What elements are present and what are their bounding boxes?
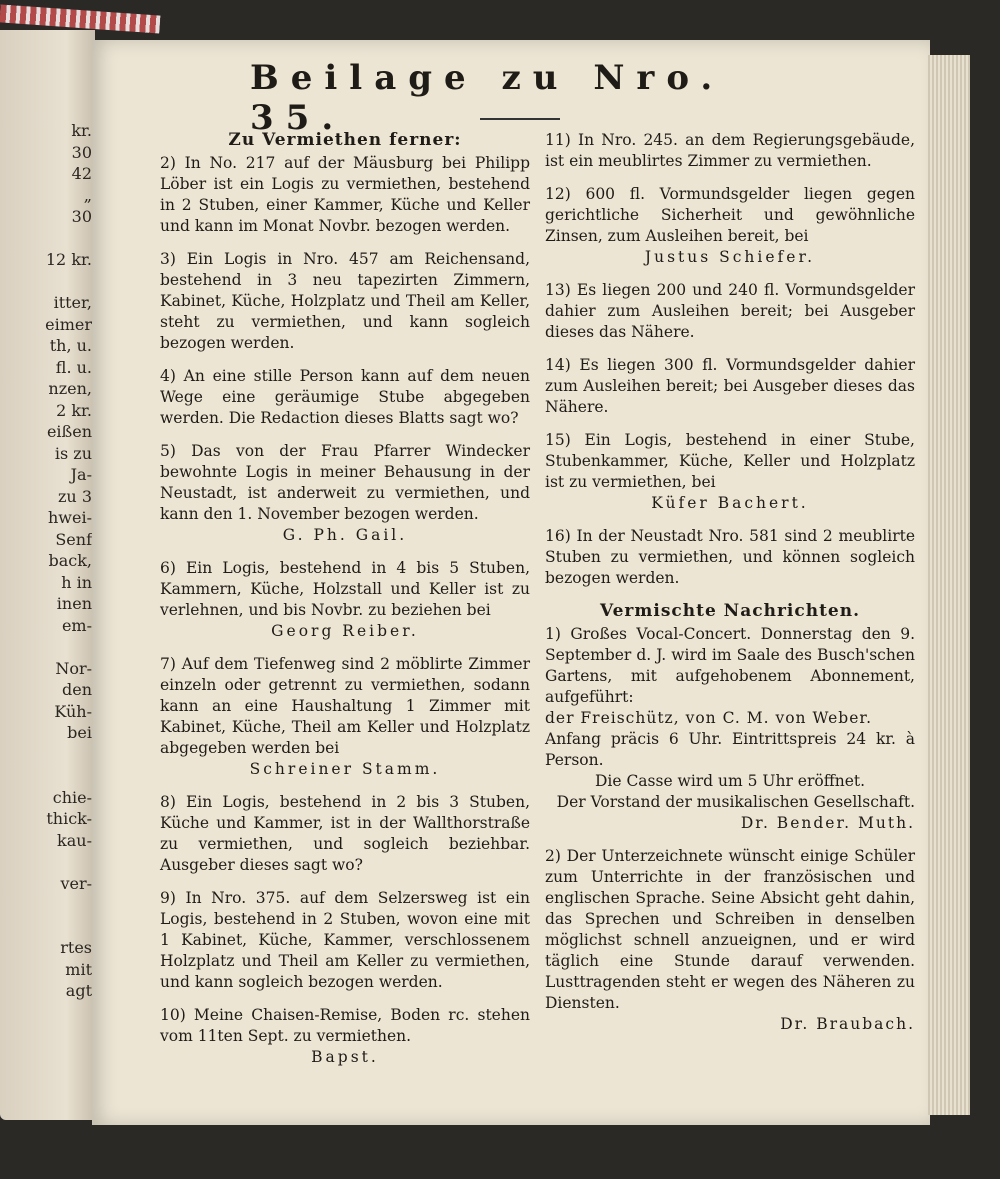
margin-fragment	[2, 636, 92, 658]
margin-fragment	[2, 271, 92, 293]
margin-fragment	[2, 894, 92, 916]
notice-signature: G. Ph. Gail.	[282, 526, 408, 544]
margin-fragment: 30	[71, 207, 92, 226]
notice-signature: Bapst.	[311, 1048, 379, 1066]
notice-item	[160, 888, 530, 993]
notice-item	[545, 355, 915, 418]
right-column	[545, 130, 915, 1047]
section-heading-2: Vermischte Nachrichten.	[599, 601, 861, 621]
notice-text: 2) In No. 217 auf der Mäusburg bei Philipp Löber ist ein Logis zu vermiethen, bestehend in 2 Stuben, einer Kammer, Küche und Keller und kann im Monat Novbr. bezogen werden.	[160, 154, 530, 235]
notice-item	[160, 441, 530, 546]
margin-fragment	[2, 916, 92, 938]
margin-fragment	[2, 228, 92, 250]
margin-fragment: „	[83, 185, 92, 205]
notice-text: 4) An eine stille Person kann auf dem neuen Wege eine geräumige Stube abgegeben werden. Die Redaction dieses Blatts sagt wo?	[160, 367, 530, 427]
notice-item	[160, 249, 530, 354]
margin-fragment: eimer	[45, 314, 92, 334]
margin-fragment: em-	[61, 615, 92, 635]
notice-text: 3) Ein Logis in Nro. 457 am Reichensand, bestehend in 3 neu tapezirten Zimmern, Kabinet, Küche, Holzplatz und Theil am Keller, steht zu vermiethen, und kann sogleich bezogen werden.	[160, 250, 530, 352]
notice-text: 10) Meine Chaisen-Remise, Boden rc. stehen vom 11ten Sept. zu vermiethen.	[160, 1006, 530, 1045]
concert-kasse: Die Casse wird um 5 Uhr eröffnet.	[594, 772, 866, 790]
notice-text: 9) In Nro. 375. auf dem Selzersweg ist ein Logis, bestehend in 2 Stuben, wovon eine mit 1 Kabinet, Küche, Kammer, verschlossenem Holzplatz und Theil am Keller zu vermiethen, und kann sogleich bezogen werden.	[160, 889, 530, 991]
margin-fragment: chie-	[52, 787, 92, 807]
margin-fragment: bei	[67, 723, 92, 742]
margin-fragment: thick-	[46, 809, 92, 828]
notice-item	[160, 1005, 530, 1068]
notice-item	[545, 130, 915, 172]
notice-teacher-text: 2) Der Unterzeichnete wünscht einige Schüler zum Unterrichte in der französischen und englischen Sprache. Seine Absicht geht dahin, das Sprechen und Schreiben in denselben möglichst schnell anzueignen, und er wird täglich eine Stunde darauf verwenden. Lusttragenden steht er wegen des Näheren zu Diensten.	[545, 847, 915, 1012]
margin-fragment: kr.	[71, 121, 92, 140]
margin-fragment: rtes	[60, 938, 92, 957]
margin-fragment: fl. u.	[55, 357, 92, 377]
notice-item	[160, 153, 530, 237]
notice-signature: Schreiner Stamm.	[249, 760, 441, 778]
page-header: Beilage zu Nro. 35.	[250, 58, 725, 138]
notice-teacher	[545, 846, 915, 1035]
margin-fragment: inen	[56, 594, 92, 613]
left-page-margin-text	[2, 120, 92, 1002]
concert-notice	[545, 624, 915, 834]
concert-text: 1) Großes Vocal-Concert. Donnerstag den 9. September d. J. wird im Saale des Busch'schen Gartens, mit aufgehobenem Abonnement, aufgeführt:	[545, 625, 915, 706]
notice-signature: Küfer Bachert.	[651, 494, 809, 512]
notice-teacher-signature: Dr. Braubach.	[780, 1015, 915, 1033]
notice-signature: Justus Schiefer.	[644, 248, 816, 266]
notice-text: 8) Ein Logis, bestehend in 2 bis 3 Stuben, Küche und Kammer, ist in der Wallthorstraße zu vermiethen, und sogleich beziehbar. Ausgeber dieses sagt wo?	[160, 793, 530, 874]
notice-item	[545, 280, 915, 343]
notice-item	[160, 366, 530, 429]
notice-text: 7) Auf dem Tiefenweg sind 2 möblirte Zimmer einzeln oder getrennt zu vermiethen, sodann kann an eine Haushaltung 1 Zimmer mit Kabinet, Küche, Theil am Keller und Holzplatz abgegeben werden bei	[160, 655, 530, 757]
section-heading: Zu Vermiethen ferner:	[228, 130, 462, 150]
notice-item	[545, 526, 915, 589]
margin-fragment: th, u.	[49, 336, 92, 355]
margin-fragment: Ja-	[70, 465, 92, 484]
margin-fragment: back,	[48, 551, 92, 570]
margin-fragment: den	[61, 680, 92, 699]
left-column	[160, 130, 530, 1080]
notice-text: 16) In der Neustadt Nro. 581 sind 2 meublirte Stuben zu vermiethen, und können sogleich bezogen werden.	[545, 527, 915, 587]
concert-time: Anfang präcis 6 Uhr. Eintrittspreis 24 kr. à Person.	[545, 730, 915, 769]
margin-fragment	[2, 744, 92, 766]
margin-fragment: mit	[65, 959, 92, 979]
margin-fragment: itter,	[53, 293, 92, 312]
margin-fragment: agt	[65, 981, 92, 1000]
page-edge	[928, 55, 970, 1115]
margin-fragment: hwei-	[48, 508, 92, 527]
concert-vorstand: Der Vorstand der musikalischen Gesellschaft.	[556, 793, 915, 811]
margin-fragment: 30	[71, 142, 92, 162]
margin-fragment: 2 kr.	[56, 400, 92, 420]
margin-fragment: eißen	[46, 422, 92, 441]
margin-fragment: 42	[71, 164, 92, 183]
concert-names: Dr. Bender. Muth.	[740, 814, 915, 832]
margin-fragment: Senf	[55, 529, 92, 549]
margin-fragment: kau-	[57, 830, 92, 850]
margin-fragment: 12 kr.	[45, 250, 92, 269]
margin-fragment: ver-	[60, 873, 92, 893]
notice-text: 5) Das von der Frau Pfarrer Windecker bewohnte Logis in meiner Behausung in der Neustadt, ist anderweit zu vermiethen, und kann den 1. November bezogen werden.	[160, 442, 530, 523]
margin-fragment: Küh-	[54, 701, 92, 721]
notice-item	[160, 654, 530, 780]
notice-signature: Georg Reiber.	[271, 622, 419, 640]
concert-piece: der Freischütz, von C. M. von Weber.	[545, 709, 873, 727]
margin-fragment: nzen,	[48, 379, 92, 398]
notice-text: 6) Ein Logis, bestehend in 4 bis 5 Stuben, Kammern, Küche, Holzstall und Keller ist zu verlehnen, und bis Novbr. zu beziehen bei	[160, 559, 530, 619]
notice-item	[160, 792, 530, 876]
margin-fragment: Nor-	[55, 658, 92, 678]
notice-text: 13) Es liegen 200 und 240 fl. Vormundsgelder dahier zum Ausleihen bereit; bei Ausgeber dieses das Nähere.	[545, 281, 915, 341]
header-rule	[480, 118, 560, 120]
notice-item	[545, 430, 915, 514]
notice-text: 14) Es liegen 300 fl. Vormundsgelder dahier zum Ausleihen bereit; bei Ausgeber dieses das Nähere.	[545, 356, 915, 416]
notice-text: 12) 600 fl. Vormundsgelder liegen gegen gerichtliche Sicherheit und gewöhnliche Zinsen, zum Ausleihen bereit, bei	[545, 185, 915, 245]
notice-text: 15) Ein Logis, bestehend in einer Stube, Stubenkammer, Küche, Keller und Holzplatz ist zu vermiethen, bei	[545, 431, 915, 491]
margin-fragment: is zu	[54, 443, 92, 463]
notice-item	[545, 184, 915, 268]
margin-fragment	[2, 765, 92, 787]
margin-fragment: h in	[61, 572, 92, 592]
notice-text: 11) In Nro. 245. an dem Regierungsgebäude, ist ein meublirtes Zimmer zu vermiethen.	[545, 131, 915, 170]
margin-fragment: zu 3	[58, 486, 92, 506]
notice-item	[160, 558, 530, 642]
margin-fragment	[2, 851, 92, 873]
